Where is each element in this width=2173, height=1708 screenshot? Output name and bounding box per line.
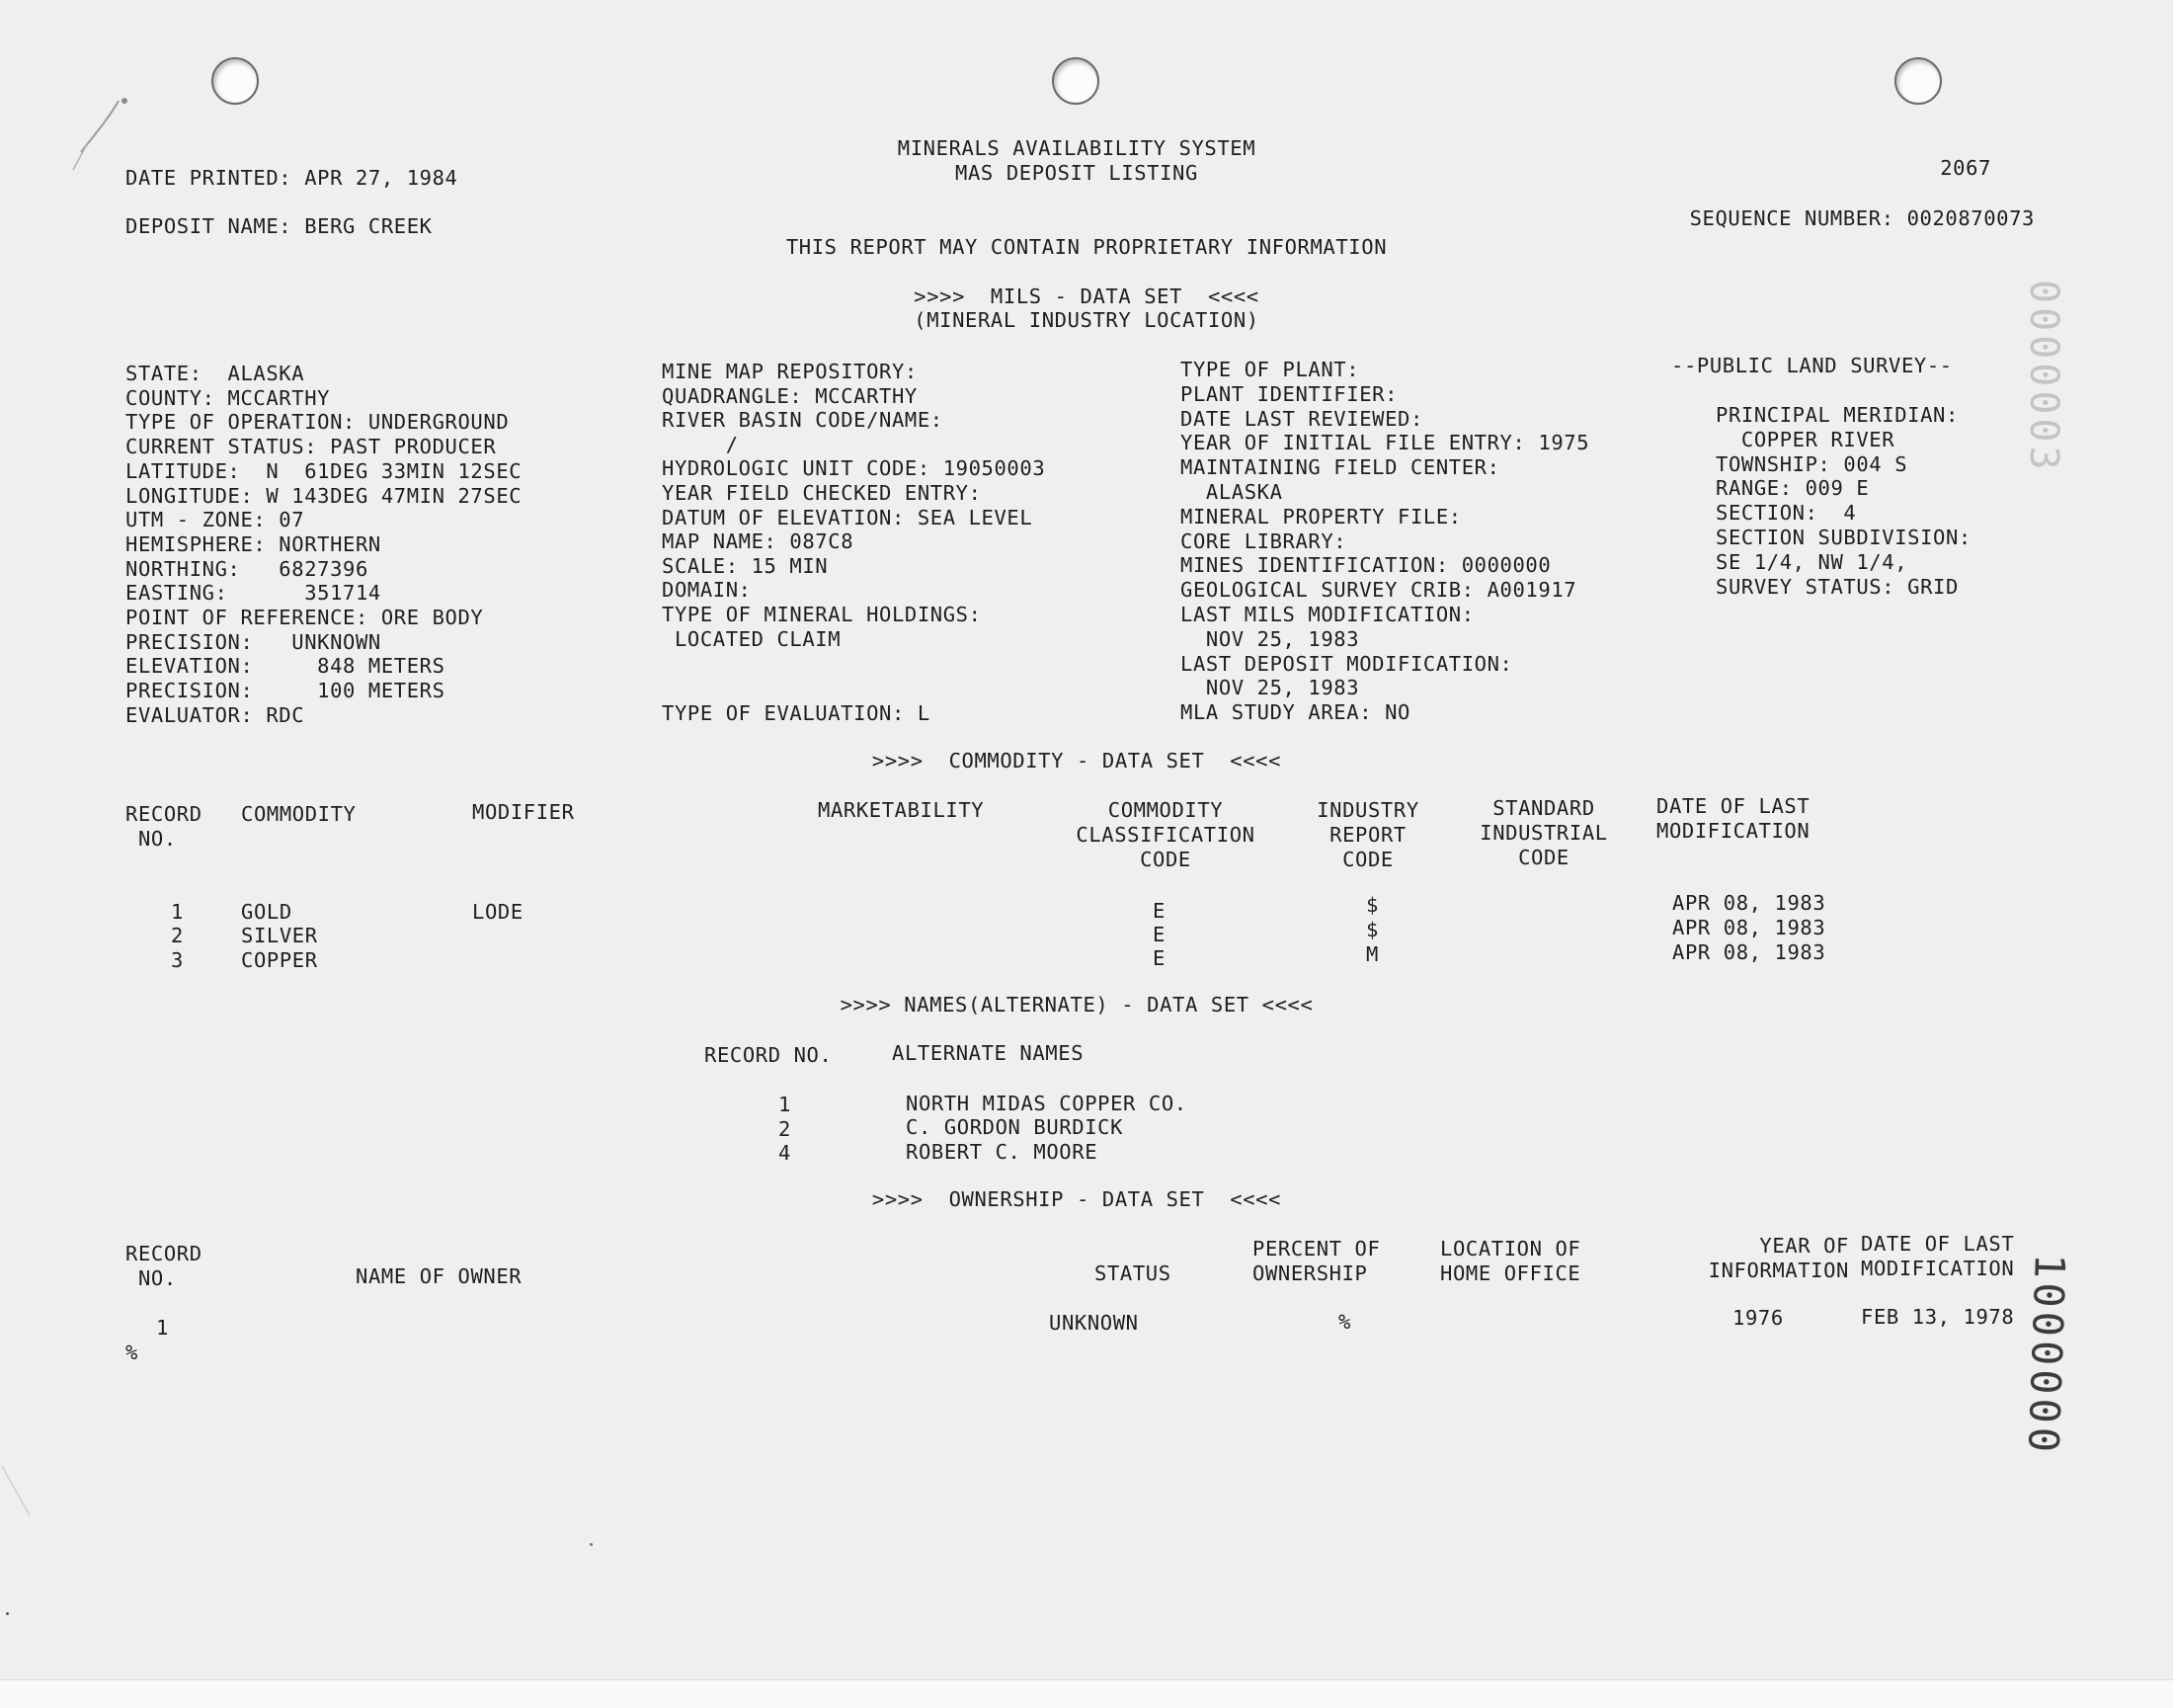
evaluation-type: TYPE OF EVALUATION: L — [662, 701, 930, 725]
listing-title: MAS DEPOSIT LISTING — [955, 161, 1198, 185]
ownership-header-status: STATUS — [1094, 1261, 1171, 1285]
commodity-heading: >>>> COMMODITY - DATA SET <<<< — [871, 749, 1282, 773]
field-line: DATUM OF ELEVATION: SEA LEVEL — [662, 505, 1033, 529]
classification-code: E — [1153, 923, 1166, 946]
record-no: 2 — [171, 924, 184, 947]
industry-code: $ — [1366, 893, 1379, 917]
names-header-names: ALTERNATE NAMES — [892, 1041, 1085, 1065]
field-line: ELEVATION: 848 METERS — [125, 654, 445, 679]
punch-hole-left — [211, 57, 259, 105]
industry-code: M — [1366, 942, 1379, 966]
record-no: 3 — [171, 948, 184, 972]
field-line: TOWNSHIP: 004 S — [1716, 451, 1908, 476]
field-line: MAINTAINING FIELD CENTER: — [1180, 455, 1500, 480]
ownership-percent: % — [1338, 1310, 1351, 1334]
last-mod-date: APR 08, 1983 — [1672, 916, 1826, 939]
alternate-name: C. GORDON BURDICK — [906, 1115, 1124, 1139]
date-printed: DATE PRINTED: APR 27, 1984 — [125, 166, 458, 190]
commodity-name: GOLD — [241, 900, 292, 924]
field-line: CURRENT STATUS: PAST PRODUCER — [125, 435, 497, 459]
field-line: STATE: ALASKA — [125, 362, 305, 385]
ownership-header-record: RECORD NO. — [125, 1242, 202, 1290]
ownership-footnote: % — [125, 1341, 138, 1364]
proprietary-notice: THIS REPORT MAY CONTAIN PROPRIETARY INFORMATION — [785, 235, 1388, 259]
field-line: ALASKA — [1180, 480, 1283, 504]
field-line: HYDROLOGIC UNIT CODE: 19050003 — [662, 456, 1046, 481]
record-no: 2 — [778, 1117, 791, 1141]
commodity-header-sic: STANDARD INDUSTRIAL CODE — [1480, 796, 1608, 869]
field-line: SECTION: 4 — [1716, 501, 1857, 526]
field-line: PRECISION: 100 METERS — [125, 679, 445, 703]
ownership-header-percent: PERCENT OF OWNERSHIP — [1252, 1237, 1381, 1285]
ownership-heading: >>>> OWNERSHIP - DATA SET <<<< — [871, 1187, 1282, 1211]
field-line: NOV 25, 1983 — [1180, 676, 1360, 700]
classification-code: E — [1153, 946, 1166, 970]
names-header-record: RECORD NO. — [704, 1043, 833, 1067]
field-line: YEAR OF INITIAL FILE ENTRY: 1975 — [1180, 431, 1590, 455]
field-line: MAP NAME: 087C8 — [662, 529, 854, 554]
field-line: RANGE: 009 E — [1716, 476, 1870, 501]
field-line: COUNTY: MCCARTHY — [125, 385, 331, 410]
punch-hole-right — [1894, 57, 1942, 105]
commodity-header-commodity: COMMODITY — [241, 802, 357, 826]
frame-number: 1000000 — [2018, 1253, 2074, 1457]
field-line: LOCATED CLAIM — [662, 626, 842, 651]
field-line: QUADRANGLE: MCCARTHY — [662, 383, 918, 408]
owner-status: UNKNOWN — [1049, 1311, 1139, 1335]
field-line: EVALUATOR: RDC — [125, 702, 305, 727]
commodity-header-industry: INDUSTRY REPORT CODE — [1317, 798, 1419, 871]
field-line: SURVEY STATUS: GRID — [1716, 574, 1959, 599]
field-line: PLANT IDENTIFIER: — [1180, 381, 1399, 406]
field-line: POINT OF REFERENCE: ORE BODY — [125, 606, 484, 629]
alternate-name: NORTH MIDAS COPPER CO. — [906, 1092, 1187, 1115]
commodity-header-classification: COMMODITY CLASSIFICATION CODE — [1076, 798, 1255, 871]
classification-code: E — [1153, 899, 1166, 923]
speck — [590, 1543, 593, 1546]
commodity-header-marketability: MARKETABILITY — [818, 798, 985, 822]
modifier: LODE — [472, 900, 523, 924]
ownership-header-location: LOCATION OF HOME OFFICE — [1440, 1237, 1581, 1285]
field-line: LAST MILS MODIFICATION: — [1180, 603, 1475, 626]
last-mod-date: APR 08, 1983 — [1672, 891, 1826, 915]
deposit-name: DEPOSIT NAME: BERG CREEK — [125, 214, 433, 238]
field-line: NOV 25, 1983 — [1180, 626, 1360, 651]
field-line: LATITUDE: N 61DEG 33MIN 12SEC — [125, 458, 523, 483]
speck — [6, 1612, 9, 1615]
record-no: 1 — [171, 900, 184, 924]
field-line: TYPE OF OPERATION: UNDERGROUND — [125, 410, 510, 435]
field-line: PRECISION: UNKNOWN — [125, 629, 381, 654]
field-line: LAST DEPOSIT MODIFICATION: — [1180, 651, 1513, 676]
mils-heading: >>>> MILS - DATA SET <<<< — [914, 285, 1259, 308]
field-line: HEMISPHERE: NORTHERN — [125, 531, 381, 556]
ownership-header-owner: NAME OF OWNER — [356, 1264, 523, 1288]
ownership-header-year: YEAR OF INFORMATION — [1708, 1234, 1849, 1282]
last-mod-date: FEB 13, 1978 — [1861, 1305, 2015, 1329]
field-line: SE 1/4, NW 1/4, — [1716, 549, 1908, 574]
field-line: LONGITUDE: W 143DEG 47MIN 27SEC — [125, 483, 523, 508]
faint-frame-number: 0000003 — [2021, 280, 2066, 474]
ownership-header-last-mod: DATE OF LAST MODIFICATION — [1861, 1232, 2015, 1280]
field-line: MINES IDENTIFICATION: 0000000 — [1180, 553, 1552, 578]
field-line: DOMAIN: — [662, 578, 752, 603]
record-no: 1 — [156, 1316, 169, 1340]
commodity-header-last-mod: DATE OF LAST MODIFICATION — [1656, 794, 1811, 843]
alternate-name: ROBERT C. MOORE — [906, 1140, 1098, 1164]
field-line: YEAR FIELD CHECKED ENTRY: — [662, 481, 982, 505]
commodity-name: COPPER — [241, 948, 318, 972]
record-no: 4 — [778, 1141, 791, 1165]
field-line: PRINCIPAL MERIDIAN: — [1716, 403, 1959, 427]
field-line: NORTHING: 6827396 — [125, 556, 368, 581]
system-title: MINERALS AVAILABILITY SYSTEM — [897, 136, 1256, 160]
sequence-number: SEQUENCE NUMBER: 0020870073 — [1689, 206, 2035, 230]
field-line: RIVER BASIN CODE/NAME: — [662, 408, 943, 433]
punch-hole-center — [1052, 57, 1099, 105]
information-year: 1976 — [1732, 1306, 1784, 1330]
last-mod-date: APR 08, 1983 — [1672, 940, 1826, 964]
field-line: UTM - ZONE: 07 — [125, 508, 305, 532]
field-line: MINERAL PROPERTY FILE: — [1180, 504, 1462, 529]
field-line: TYPE OF PLANT: — [1180, 358, 1360, 381]
commodity-name: SILVER — [241, 924, 318, 947]
field-line: MLA STUDY AREA: NO — [1180, 700, 1410, 725]
record-no: 1 — [778, 1093, 791, 1116]
industry-code: $ — [1366, 918, 1379, 941]
commodity-header-modifier: MODIFIER — [472, 800, 575, 824]
field-line: COPPER RIVER — [1716, 427, 1895, 451]
field-line: / — [662, 432, 739, 456]
field-line: GEOLOGICAL SURVEY CRIB: A001917 — [1180, 578, 1577, 603]
field-line: SECTION SUBDIVISION: — [1716, 526, 1972, 549]
field-line: SCALE: 15 MIN — [662, 553, 829, 578]
field-line: CORE LIBRARY: — [1180, 529, 1347, 553]
field-line: DATE LAST REVIEWED: — [1180, 406, 1423, 431]
commodity-header-record: RECORD NO. — [125, 802, 202, 851]
land-survey-heading: --PUBLIC LAND SURVEY-- — [1671, 354, 1953, 377]
field-line: TYPE OF MINERAL HOLDINGS: — [662, 603, 982, 626]
mils-subheading: (MINERAL INDUSTRY LOCATION) — [914, 308, 1259, 332]
edge-scratch — [0, 1462, 40, 1521]
page-number: 2067 — [1940, 156, 1991, 180]
field-line: EASTING: 351714 — [125, 581, 381, 606]
names-heading: >>>> NAMES(ALTERNATE) - DATA SET <<<< — [840, 993, 1314, 1017]
scanner-edge — [0, 1679, 2173, 1708]
field-line: MINE MAP REPOSITORY: — [662, 360, 918, 383]
